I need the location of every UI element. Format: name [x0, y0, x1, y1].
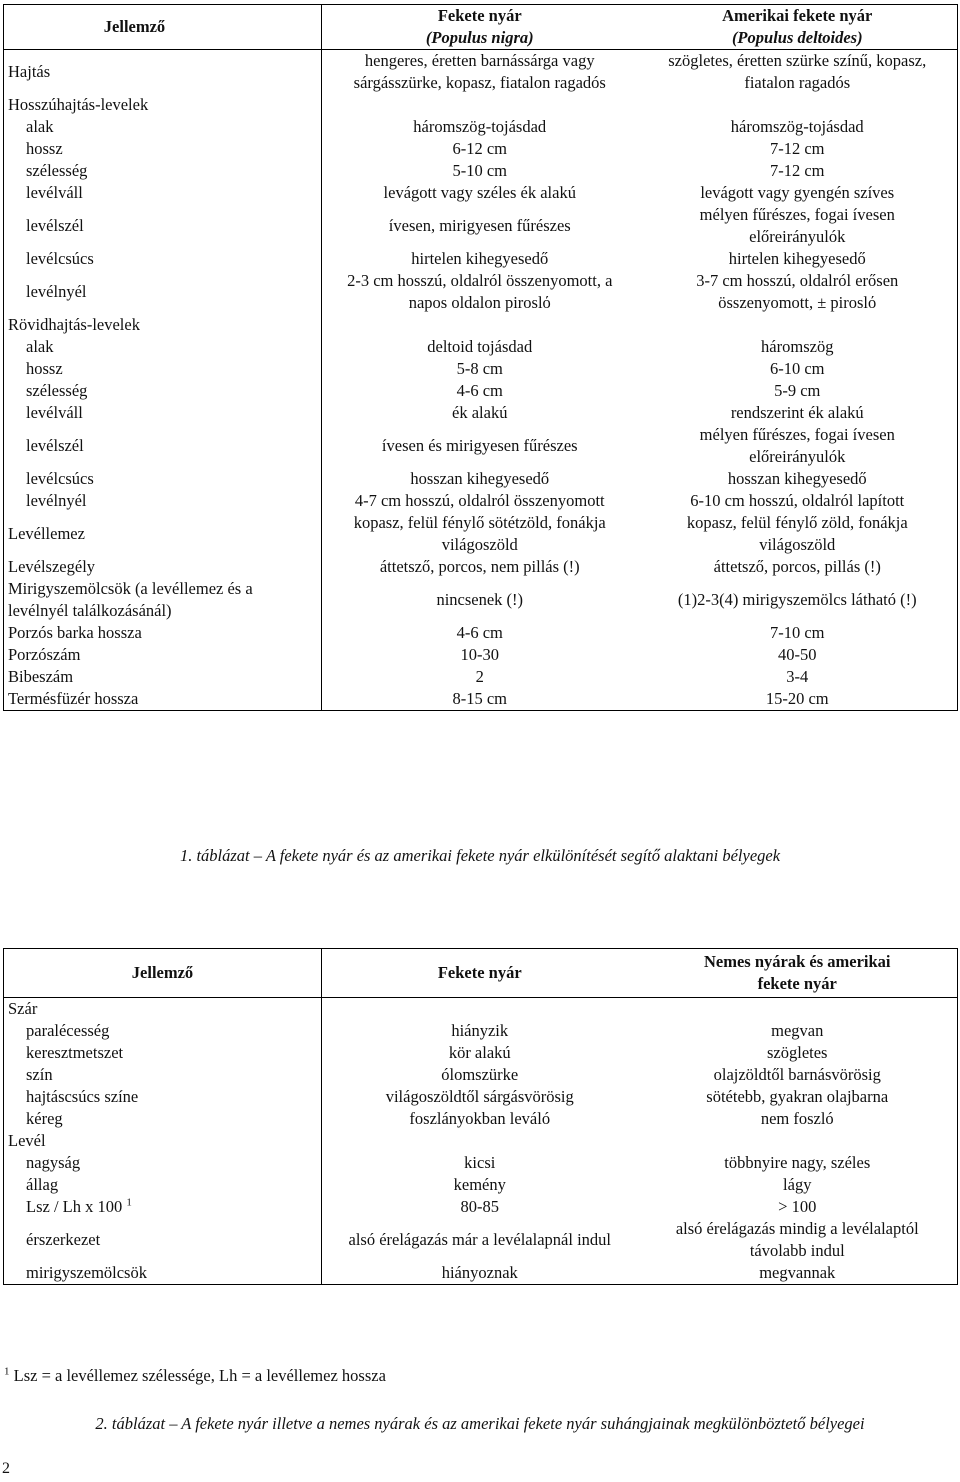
row-label-text: szín	[26, 1065, 53, 1084]
col1-value: világoszöldtől sárgásvörösig	[385, 1087, 574, 1106]
table-row	[4, 1020, 958, 1042]
row-label	[4, 50, 322, 95]
header-col1	[322, 5, 638, 50]
row-label	[4, 1218, 322, 1262]
col1-value: levágott vagy széles ék alakú	[383, 183, 576, 202]
col2-value: alsó érelágazás mindig a levélalaptól távolabb indul	[675, 1219, 919, 1260]
row-label-text: Levélszegély	[8, 557, 96, 576]
empty-cell	[322, 1130, 638, 1152]
row-label	[4, 116, 322, 138]
row-label-text: levélcsúcs	[26, 469, 94, 488]
row-label-text: mirigyszemölcsök	[26, 1263, 147, 1282]
row-label	[4, 402, 322, 424]
col2-value: 40-50	[778, 645, 817, 664]
row-label-text: Porzós barka hossza	[8, 623, 142, 642]
col2-value: áttetsző, porcos, pillás (!)	[713, 557, 881, 576]
row-label	[4, 204, 322, 248]
row-label-text: nagyság	[26, 1153, 81, 1172]
table-row	[4, 490, 958, 512]
row-label-text: Porzószám	[8, 645, 81, 664]
row-label	[4, 1196, 322, 1218]
empty-cell	[322, 998, 638, 1021]
empty-cell	[638, 1130, 958, 1152]
row-label-text: szélesség	[26, 161, 88, 180]
row-label-text: levélszél	[26, 436, 84, 455]
table-2-caption: 2. táblázat – A fekete nyár illetve a nemes nyárak és az amerikai fekete nyár suhángjainak megkülönböztető bélyegei	[95, 1414, 865, 1433]
row-label	[4, 160, 322, 182]
table-row	[4, 270, 958, 314]
col2-value: mélyen fűrészes, fogai ívesen előreirányulók	[699, 425, 895, 466]
header-col2	[638, 5, 958, 50]
col1-value: 8-15 cm	[452, 689, 508, 708]
row-label-text: alak	[26, 337, 54, 356]
row-label-text: Lsz / Lh x 100	[26, 1197, 123, 1216]
col2-value: 3-4	[786, 667, 809, 686]
col2-value: háromszög	[761, 337, 834, 356]
col2-value: mélyen fűrészes, fogai ívesen előreirányulók	[699, 205, 895, 246]
row-label	[4, 1108, 322, 1130]
table-row	[4, 644, 958, 666]
col1-value: 2-3 cm hosszú, oldalról összenyomott, a napos oldalon piroslό	[347, 271, 613, 312]
table-row	[4, 1262, 958, 1285]
col2-value: 15-20 cm	[765, 689, 829, 708]
row-label	[4, 512, 322, 556]
col1-value: 10-30	[460, 645, 499, 664]
header-col2-name: Amerikai fekete nyár	[722, 6, 873, 25]
row-label	[4, 270, 322, 314]
col1-value: 4-7 cm hosszú, oldalról összenyomott	[354, 491, 605, 510]
header-col1-name: Fekete nyár	[437, 6, 522, 25]
row-label	[4, 490, 322, 512]
table-row	[4, 1196, 958, 1218]
col1-value: 4-6 cm	[456, 381, 503, 400]
col2-value: sötétebb, gyakran olajbarna	[706, 1087, 889, 1106]
row-label-text: szélesség	[26, 381, 88, 400]
section-label: Levél	[4, 1130, 322, 1152]
col2-value: 7-12 cm	[769, 139, 825, 158]
col1-value: hiányoznak	[441, 1263, 518, 1282]
header-col1-latin: (Populus nigra)	[425, 28, 534, 47]
section-row	[4, 94, 958, 116]
table-row	[4, 1152, 958, 1174]
col1-value: kopasz, felül fénylő sötétzöld, fonákja világoszöld	[353, 513, 606, 554]
table-row	[4, 1108, 958, 1130]
col2-value: szögletes	[767, 1043, 828, 1062]
footnote-ref: 1	[126, 1196, 132, 1209]
col1-value: kör alakú	[448, 1043, 511, 1062]
col2-value: hirtelen kihegyesedő	[728, 249, 866, 268]
col2-value: lágy	[783, 1175, 812, 1194]
table-1-caption: 1. táblázat – A fekete nyár és az amerikai fekete nyár elkülönítését segítő alaktani bélyegek	[179, 846, 781, 865]
table-row	[4, 358, 958, 380]
col1-value: kemény	[453, 1175, 506, 1194]
row-label	[4, 688, 322, 711]
row-label-text: Termésfüzér hossza	[8, 689, 139, 708]
table-1	[3, 4, 958, 711]
row-label	[4, 1064, 322, 1086]
col1-value: hengeres, éretten barnássárga vagy sárgásszürke, kopasz, fiatalon ragadós	[353, 51, 606, 92]
row-label-text: kéreg	[26, 1109, 63, 1128]
header-feature: Jellemző	[4, 949, 322, 998]
empty-cell	[322, 314, 638, 336]
col1-value: hiányzik	[451, 1021, 509, 1040]
table-row	[4, 380, 958, 402]
col2-value: olajzöldtől barnásvörösig	[713, 1065, 881, 1084]
table-row	[4, 688, 958, 711]
row-label	[4, 138, 322, 160]
table-row	[4, 468, 958, 490]
empty-cell	[322, 94, 638, 116]
row-label-text: hossz	[26, 359, 63, 378]
row-label-text: alak	[26, 117, 54, 136]
col2-value: nem foszló	[760, 1109, 834, 1128]
row-label-text: érszerkezet	[26, 1230, 101, 1249]
table-row	[4, 424, 958, 468]
row-label-text: hossz	[26, 139, 63, 158]
row-label	[4, 644, 322, 666]
table-row	[4, 1086, 958, 1108]
row-label	[4, 666, 322, 688]
row-label	[4, 468, 322, 490]
table-row	[4, 666, 958, 688]
row-label	[4, 336, 322, 358]
col1-value: ék alakú	[452, 403, 508, 422]
col1-value: kicsi	[464, 1153, 496, 1172]
col1-value: nincsenek (!)	[436, 590, 524, 609]
row-label-text: levélváll	[26, 183, 83, 202]
table-2-body	[4, 998, 958, 1285]
table-row	[4, 160, 958, 182]
section-label: Szár	[4, 998, 322, 1021]
col1-value: ólomszürke	[441, 1065, 519, 1084]
col2-value: 7-12 cm	[769, 161, 825, 180]
col2-value: megvan	[771, 1021, 824, 1040]
table-row	[4, 1064, 958, 1086]
table-row	[4, 402, 958, 424]
col2-value: 3-7 cm hosszú, oldalról erősen összenyomott, ± piroslό	[696, 271, 899, 312]
table-row	[4, 248, 958, 270]
row-label	[4, 1174, 322, 1196]
footnote-mark: 1	[4, 1365, 10, 1378]
table-row	[4, 512, 958, 556]
header-feature: Jellemző	[4, 5, 322, 50]
col1-value: háromszög-tojásdad	[413, 117, 547, 136]
row-label	[4, 578, 322, 622]
col1-value: hosszan kihegyesedő	[410, 469, 550, 488]
row-label	[4, 622, 322, 644]
table-row	[4, 622, 958, 644]
row-label-text: Mirigyszemölcsök (a levéllemez és a levélnyél találkozásánál)	[8, 579, 253, 620]
section-row	[4, 998, 958, 1021]
col2-value: 7-10 cm	[769, 623, 825, 642]
col2-value: többnyire nagy, széles	[724, 1153, 871, 1172]
col1-value: 2	[475, 667, 484, 686]
row-label	[4, 1152, 322, 1174]
table-row	[4, 182, 958, 204]
col1-value: ívesen és mirigyesen fűrészes	[381, 436, 578, 455]
col2-value: szögletes, éretten szürke színű, kopasz, fiatalon ragadós	[668, 51, 927, 92]
table-row	[4, 50, 958, 95]
col2-value: kopasz, felül fénylő zöld, fonákja világoszöld	[686, 513, 908, 554]
row-label-text: levélnyél	[26, 282, 87, 301]
header-col1: Fekete nyár	[322, 949, 638, 998]
col1-value: ívesen, mirigyesen fűrészes	[388, 216, 571, 235]
row-label	[4, 556, 322, 578]
row-label	[4, 1086, 322, 1108]
col1-value: 4-6 cm	[456, 623, 503, 642]
table-row	[4, 138, 958, 160]
table-row	[4, 578, 958, 622]
empty-cell	[638, 314, 958, 336]
row-label	[4, 1020, 322, 1042]
footnote-text: Lsz = a levéllemez szélessége, Lh = a levéllemez hossza	[13, 1366, 386, 1385]
table-row	[4, 1218, 958, 1262]
col2-value: > 100	[778, 1197, 817, 1216]
section-label: Rövidhajtás-levelek	[4, 314, 322, 336]
col2-value: megvannak	[759, 1263, 836, 1282]
row-label	[4, 182, 322, 204]
col2-value: háromszög-tojásdad	[730, 117, 864, 136]
table-1-header	[4, 5, 958, 50]
header-col2: Nemes nyárak és amerikai fekete nyár	[638, 949, 958, 998]
table-2	[3, 948, 958, 1285]
footnote	[4, 1366, 386, 1386]
section-row	[4, 1130, 958, 1152]
col1-value: alsó érelágazás már a levélalapnál indul	[348, 1230, 611, 1249]
row-label-text: levélcsúcs	[26, 249, 94, 268]
row-label-text: paralécesség	[26, 1021, 110, 1040]
page-number: 2	[2, 1460, 10, 1477]
row-label-text: állag	[26, 1175, 59, 1194]
row-label	[4, 358, 322, 380]
row-label	[4, 424, 322, 468]
table-1-body	[4, 50, 958, 711]
table-row	[4, 1174, 958, 1196]
table-row	[4, 556, 958, 578]
col2-value: (1)2-3(4) mirigyszemölcs látható (!)	[677, 590, 917, 609]
col1-value: foszlányokban leváló	[409, 1109, 551, 1128]
row-label-text: levélváll	[26, 403, 83, 422]
row-label	[4, 248, 322, 270]
col2-value: 6-10 cm hosszú, oldalról lapított	[690, 491, 905, 510]
col1-value: deltoid tojásdad	[427, 337, 533, 356]
col2-value: hosszan kihegyesedő	[727, 469, 867, 488]
section-label: Hosszúhajtás-levelek	[4, 94, 322, 116]
row-label	[4, 1042, 322, 1064]
header-col2-latin: (Populus deltoides)	[731, 28, 863, 47]
row-label-text: levélnyél	[26, 491, 87, 510]
row-label	[4, 380, 322, 402]
col2-value: 5-9 cm	[774, 381, 821, 400]
table-row	[4, 336, 958, 358]
col1-value: hirtelen kihegyesedő	[411, 249, 549, 268]
row-label-text: levélszél	[26, 216, 84, 235]
table-row	[4, 204, 958, 248]
col1-value: áttetsző, porcos, nem pillás (!)	[379, 557, 580, 576]
row-label-text: keresztmetszet	[26, 1043, 124, 1062]
section-row	[4, 314, 958, 336]
table-row	[4, 116, 958, 138]
empty-cell	[638, 998, 958, 1021]
row-label-text: Hajtás	[8, 62, 51, 81]
col2-value: rendszerint ék alakú	[730, 403, 864, 422]
col1-value: 6-12 cm	[452, 139, 508, 158]
col1-value: 80-85	[460, 1197, 499, 1216]
col2-value: 6-10 cm	[769, 359, 825, 378]
row-label-text: Bibeszám	[8, 667, 74, 686]
table-2-header	[4, 949, 958, 998]
col1-value: 5-10 cm	[452, 161, 508, 180]
col1-value: 5-8 cm	[456, 359, 503, 378]
table-row	[4, 1042, 958, 1064]
empty-cell	[638, 94, 958, 116]
row-label-text: Levéllemez	[8, 524, 85, 543]
col2-value: levágott vagy gyengén szíves	[700, 183, 895, 202]
row-label	[4, 1262, 322, 1285]
row-label-text: hajtáscsúcs színe	[26, 1087, 139, 1106]
